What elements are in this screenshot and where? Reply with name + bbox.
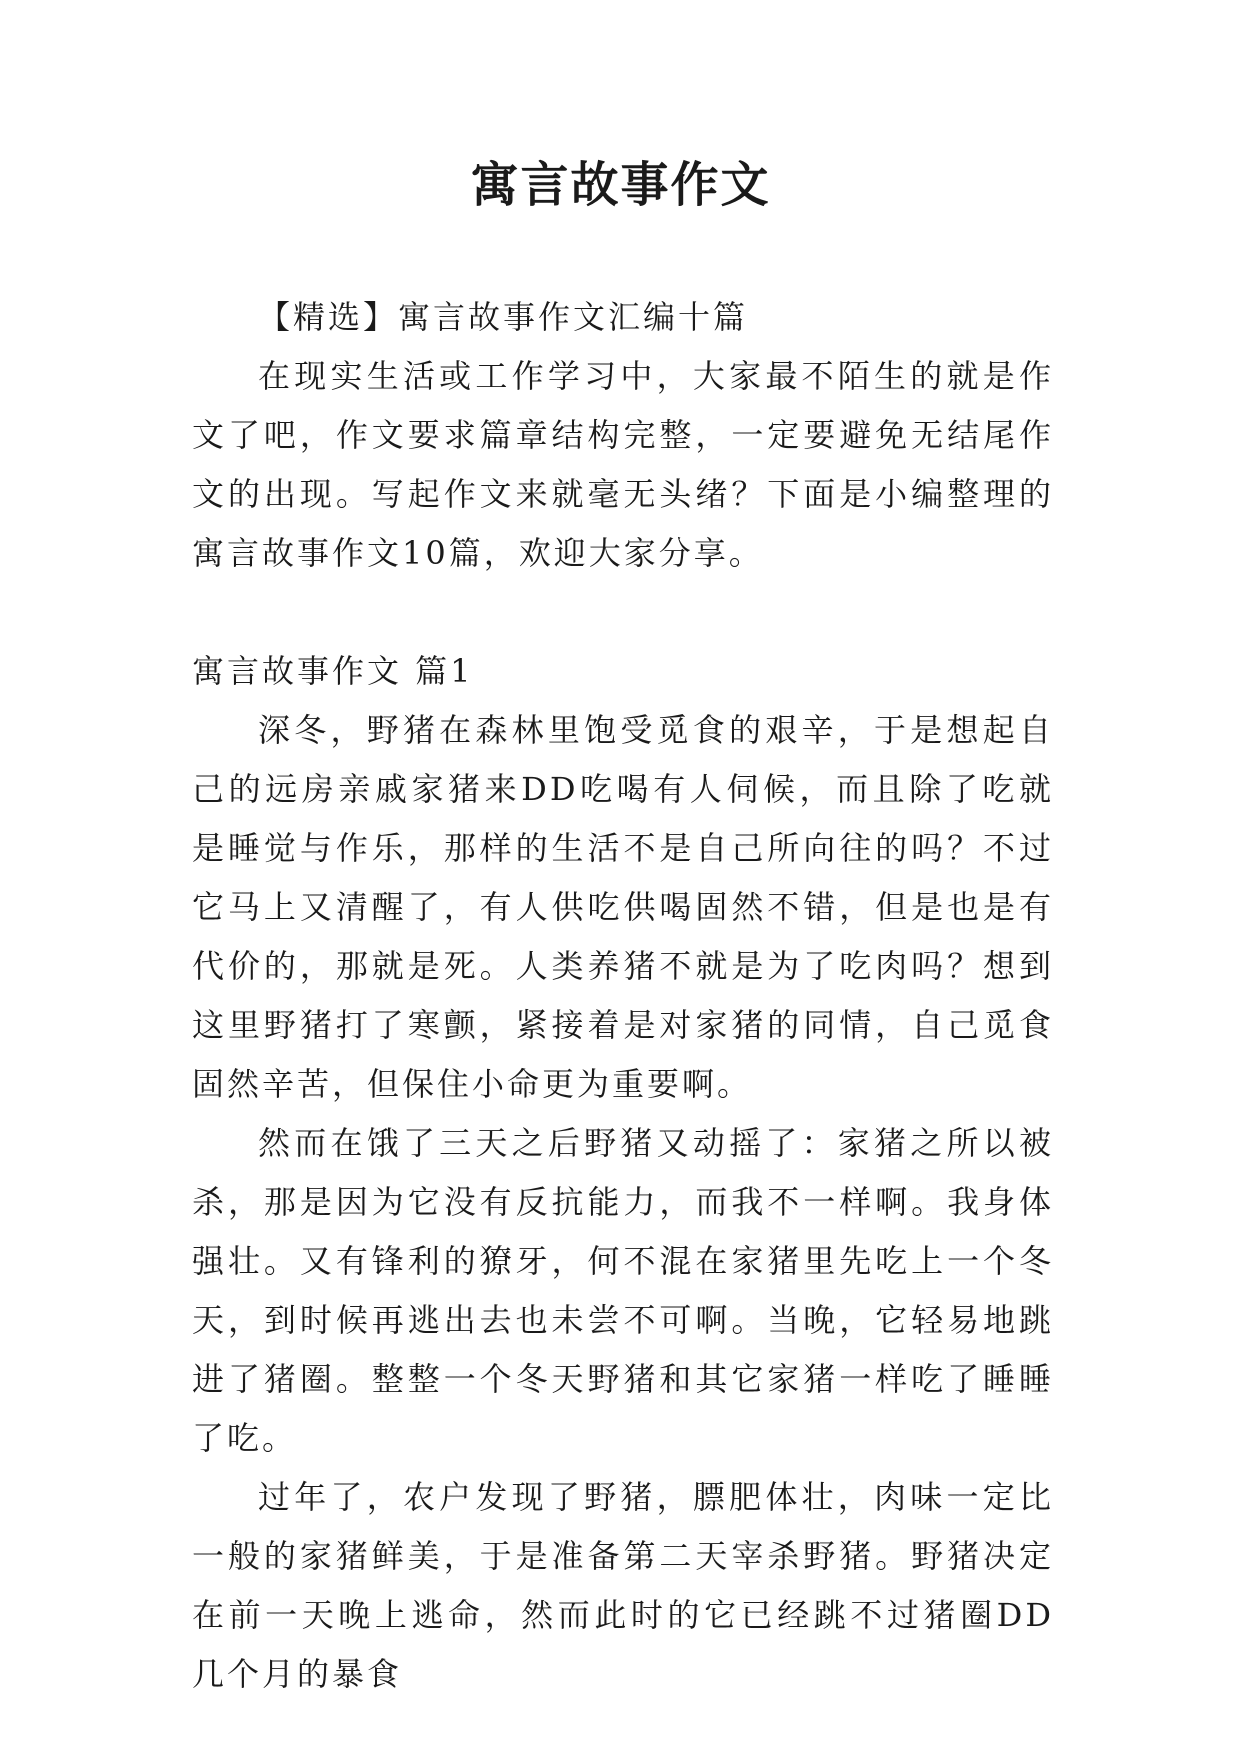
- intro-paragraph: 在现实生活或工作学习中，大家最不陌生的就是作文了吧，作文要求篇章结构完整，一定要避免无结尾作文的出现。写起作文来就毫无头绪？下面是小编整理的寓言故事作文10篇，欢迎大家分享。: [192, 357, 1054, 572]
- section-paragraph: 深冬，野猪在森林里饱受觅食的艰辛，于是想起自己的远房亲戚家猪来DD吃喝有人伺候，而且除了吃就是睡觉与作乐，那样的生活不是自己所向往的吗？不过它马上又清醒了，有人供吃供喝固然不错，但是也是有代价的，那就是死。人类养猪不就是为了吃肉吗？想到这里野猪打了寒颤，紧接着是对家猪的同情，自己觅食固然辛苦，但保住小命更为重要啊。: [192, 711, 1054, 1103]
- section-heading: 寓言故事作文 篇1: [192, 652, 474, 690]
- page-title: 寓言故事作文: [470, 157, 771, 213]
- document-body: [192, 288, 1054, 1704]
- intro-subtitle: 【精选】寓言故事作文汇编十篇: [258, 298, 749, 336]
- section-paragraph: 然而在饿了三天之后野猪又动摇了：家猪之所以被杀，那是因为它没有反抗能力，而我不一样啊。我身体强壮。又有锋利的獠牙，何不混在家猪里先吃上一个冬天，到时候再逃出去也未尝不可啊。当晚，它轻易地跳进了猪圈。整整一个冬天野猪和其它家猪一样吃了睡睡了吃。: [192, 1124, 1054, 1457]
- section-paragraph: 过年了，农户发现了野猪，膘肥体壮，肉味一定比一般的家猪鲜美，于是准备第二天宰杀野猪。野猪决定在前一天晚上逃命，然而此时的它已经跳不过猪圈DD几个月的暴食: [192, 1478, 1054, 1693]
